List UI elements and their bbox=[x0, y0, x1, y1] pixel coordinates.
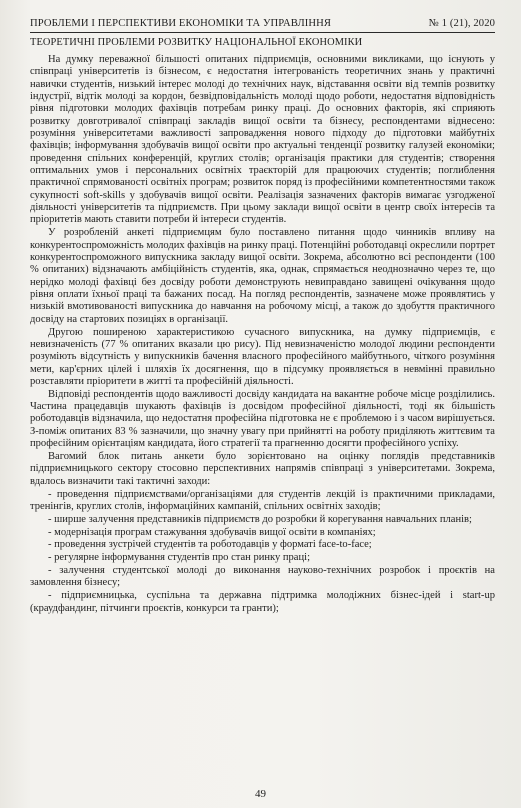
list-item: - підприємницька, суспільна та державна підтримка молодіжних бізнес-ідей і start-up (краудфандинг, пітчинги проєктів, конкурси та гранти); bbox=[30, 590, 495, 614]
page-number: 49 bbox=[255, 788, 266, 800]
paragraph: На думку переважної більшості опитаних підприємців, основними викликами, що існують у співпраці університетів із бізнесом, є недостатня інтегрованість теоретичних знань у практичні навички студентів, низький інтерес молоді до технічних наук, відставання освіти від темпів розвитку індустрії, відтік молоді за кордон, безвідповідальність молоді щодо роботи, недостатня відповідність рівня підготовки молодих фахівців потребам ринку праці. До основних факторів, які сприяють розвитку довготривалої співпраці закладів вищої освіти та бізнесу, респондентами віднесено: розуміння університетами важливості запровадження нового підходу до підготовки майбутніх фахівців; інформування здобувачів вищої освіти про актуальні тенденції розвитку галузей економіки; проведення спільних конференцій, круглих столів; організація практики для студентів; створення оптимальних умов і персональних освітніх траєкторій для працюючих студентів; поглиблення практичної спрямованості освітніх програм; розвиток поряд із професійними компетентностями також сукупності soft-skills у здобувачів вищої освіти. Реалізація зазначених факторів вимагає узгодженої діяльності університетів та підприємств. При цьому заклади вищої освіти в центр своїх інтересів та пріоритетів мають ставити потреби й інтереси студентів. bbox=[30, 54, 495, 226]
list-item: - регулярне інформування студентів про стан ринку праці; bbox=[48, 552, 310, 564]
list-item: - модернізація програм стажування здобувачів вищої освіти в компаніях; bbox=[48, 526, 376, 538]
paragraph: У розробленій анкеті підприємцям було поставлено питання щодо чинників впливу на конкурентоспроможність молодих фахівців на ринку праці. Потенційні роботодавці окреслили портрет конкурентоспроможного випускника закладу вищої освіти. Зокрема, абсолютно всі респонденти (100 % опитаних) відзначають амбіційність студентів, яка, однак, спрямається неоднозначно через те, що нерідко молоді фахівці без досвіду роботи демонструють невиправдано завищені очікування щодо рівня оплати їхньої праці та бажаних посад. На погляд респондентів, зазначене може проявлятись у низькій вмотивованості випускника до навчання на робочому місці, а також до здобуття практичного досвіду на стартових позиціях в організації. bbox=[30, 227, 495, 325]
list-item: - проведення підприємствами/організаціями для студентів лекцій із практичними прикладами, тренінгів, круглих столів, інформаційних кампаній, спільних освітніх заходів; bbox=[30, 488, 495, 512]
list-item: - проведення зустрічей студентів та роботодавців у форматі face-to-face; bbox=[48, 539, 372, 551]
paragraph: Другою поширеною характеристикою сучасного випускника, на думку підприємців, є невизначеність (77 % опитаних вказали цю рису). Під невизначеністю молодої людини респонденти розуміють відсутність у випускників бачення власного професійного майбутнього, чіткого розуміння мети, кар'єрних цілей і шляхів їх досягнення, що в підсумку проявляється в невмінні правильно розставляти пріоритети в житті та професійній діяльності. bbox=[30, 326, 495, 387]
list-item: - залучення студентської молоді до виконання науково-технічних розробок і проєктів на замовлення бізнесу; bbox=[30, 565, 495, 589]
paragraph: Відповіді респондентів щодо важливості досвіду кандидата на вакантне робоче місце розділились. Частина працедавців шукають фахівців із досвідом професійної діяльності, тоді як більшість роботодавців відзначила, що недостатня професійна підготовка не є проблемою і з часом вирішується. З-поміж опитаних 83 % зазначили, що значну увагу при прийнятті на роботу приділяють життєвим та професійним орієнтаціям кандидата, його стратегії та прагненню досягти професійного успіху. bbox=[30, 388, 495, 450]
article-body bbox=[30, 54, 495, 615]
paragraph: Вагомий блок питань анкети було зорієнтовано на оцінку поглядів представників підприємницького сектору стосовно перспективних напрямів співпраці з університетами. Зокрема, вдалось визначити такі тактичні заходи: bbox=[30, 451, 495, 487]
issue-number: № 1 (21), 2020 bbox=[428, 18, 495, 29]
list-item: - ширше залучення представників підприємств до розробки й корегування навчальних планів; bbox=[48, 513, 472, 525]
journal-title: ПРОБЛЕМИ І ПЕРСПЕКТИВИ ЕКОНОМІКИ ТА УПРАВЛІННЯ bbox=[30, 18, 332, 29]
running-header bbox=[30, 18, 495, 33]
section-title: ТЕОРЕТИЧНІ ПРОБЛЕМИ РОЗВИТКУ НАЦІОНАЛЬНОЇ ЕКОНОМІКИ bbox=[30, 37, 363, 48]
